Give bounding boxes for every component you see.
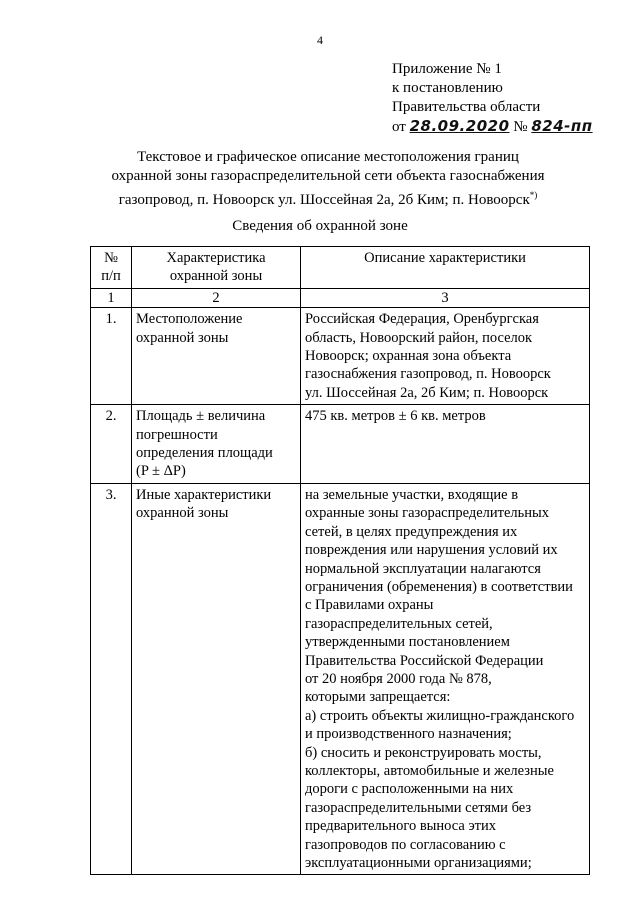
header-number: № п/п [91, 247, 132, 289]
section-subtitle: Сведения об охранной зоне [232, 218, 408, 234]
title-line-3-text: газопровод, п. Новоорск ул. Шоссейная 2а, 2б Ким; п. Новоорск [118, 192, 530, 208]
column-number-row [91, 288, 590, 307]
appendix-line-3: Правительства области [392, 99, 541, 115]
row-number: 3. [91, 483, 132, 875]
title-line-3 [80, 186, 576, 210]
handwritten-date: 28.09.2020 [409, 117, 510, 135]
table-row [91, 308, 590, 405]
header-description: Описание характеристики [301, 247, 590, 289]
title-line-2: охранной зоны газораспределительной сети объекта газоснабжения [111, 168, 545, 184]
appendix-line-1: Приложение № 1 [392, 61, 502, 77]
number-prefix: № [513, 119, 528, 135]
document-title [80, 148, 576, 210]
table-header-row [91, 247, 590, 289]
zone-info-table [90, 246, 590, 875]
table-row [91, 405, 590, 484]
row-description: Российская Федерация, Оренбургская область, Новоорский район, поселок Новоорск; охранная зона объекта газоснабжения газопровод, п. Новоорск ул. Шоссейная 2а, 2б Ким; п. Новоорск [301, 308, 590, 405]
column-number-3: 3 [301, 288, 590, 307]
row-description: 475 кв. метров ± 6 кв. метров [301, 405, 590, 484]
header-characteristic: Характеристика охранной зоны [132, 247, 301, 289]
column-number-2: 2 [132, 288, 301, 307]
row-number: 2. [91, 405, 132, 484]
appendix-line-2: к постановлению [392, 80, 503, 96]
table-row [91, 483, 590, 875]
title-line-1: Текстовое и графическое описание местоположения границ [137, 149, 519, 165]
handwritten-number: 824-пп [531, 117, 593, 135]
row-characteristic: Площадь ± величина погрешности определения площади (P ± ΔP) [132, 405, 301, 484]
appendix-date-line [392, 117, 593, 137]
row-characteristic: Иные характеристики охранной зоны [132, 483, 301, 875]
page-number: 4 [317, 33, 323, 47]
from-prefix: от [392, 119, 406, 135]
row-number: 1. [91, 308, 132, 405]
row-description: на земельные участки, входящие в охранные зоны газораспределительных сетей, в целях предупреждения их повреждения или нарушения условий их нормальной эксплуатации налагаются ограничения (обременения) в соответствии с Правилами охраны газораспределительных сетей, утвержденными постановлением Правительства Российской Федерации от 20 ноября 2000 года № 878, которыми запрещается: а) строить объекты жилищно-гражданского и производственного назначения; б) сносить и реконструировать мосты, коллекторы, автомобильные и железные дороги с расположенными на них газораспределительными сетями без предварительного выноса этих газопроводов по согласованию с эксплуатационными организациями; [301, 483, 590, 875]
column-number-1: 1 [91, 288, 132, 307]
row-characteristic: Местоположение охранной зоны [132, 308, 301, 405]
footnote-mark: *) [529, 190, 538, 200]
appendix-block [392, 60, 593, 137]
